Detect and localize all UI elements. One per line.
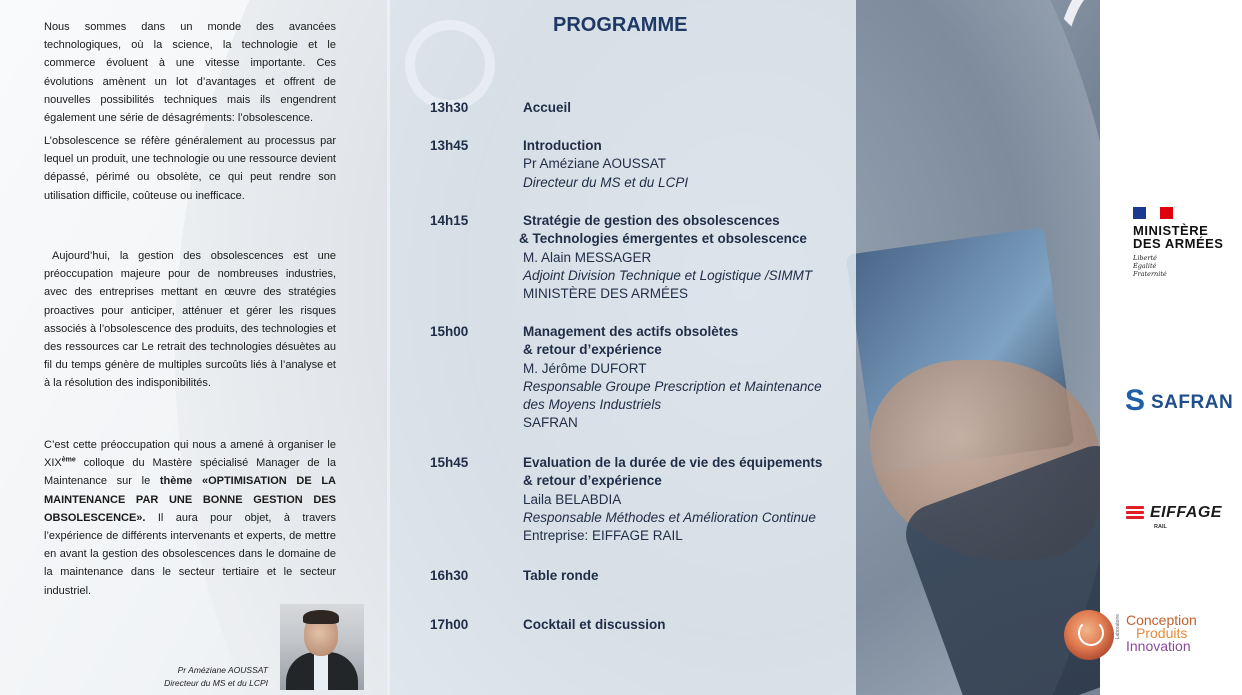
speaker-role: Responsable Méthodes et Amélioration Continue [523, 509, 816, 525]
eiffage-stripes-icon [1126, 506, 1144, 522]
schedule-time: 15h45 [430, 455, 469, 470]
ministere-armees-logo: MINISTÈRE DES ARMÉES Liberté Égalité Fraternité [1133, 207, 1233, 287]
schedule-time: 13h45 [430, 138, 469, 153]
safran-logo: S SAFRAN [1125, 384, 1234, 417]
safran-s-icon: S [1125, 384, 1146, 417]
lab-emblem-icon [1064, 610, 1114, 660]
photo-caption-role: Directeur du MS et du LCPI [164, 678, 268, 688]
intro-paragraph-4: C’est cette préoccupation qui nous a amené à organiser le XIXème colloque du Mastère spécialisé Manager de la Maintenance sur le thème «OPTIMISATION DE LA MAINTENANCE PAR UNE BONNE GESTION DES OBSOLESCENCE». Il aura pour objet, à travers l’expérience de différents intervenants et experts, de mettre en avant la gestion des obsolescences dans le domaine de la maintenance dans le secteur tertiaire et le secteur industriel. [44, 439, 336, 597]
speaker-name: Laila BELABDIA [523, 491, 622, 507]
speaker-organisation: MINISTÈRE DES ARMÉES [523, 286, 689, 302]
schedule-title: Stratégie de gestion des obsolescences [523, 213, 780, 228]
intro-paragraph-3: Aujourd’hui, la gestion des obsolescences est une préoccupation majeure pour de nombreuses industries, avec des entreprises mettant en œuvre des stratégies proactives pour anticiper, atténuer et gérer les risques associés à l’obsolescence des produits, des technologies et des ressources car Le retrait des technologies désuètes au fil du temps génère de multiples surcoûts liés à l’analyse et à la résolution des indisponibilités. [44, 250, 336, 390]
schedule-title-line2: & retour d’expérience [523, 342, 662, 358]
speaker-organisation: SAFRAN [523, 415, 578, 431]
intro-paragraph-1: Nous sommes dans un monde des avancées technologiques, où la science, la technologie et le commerce évoluent à une vitesse importante. Ces évolutions amènent un lot d’avantages et offrent de nouvelles possibilités techniques mais ils engendrent également une série de désagréments: l’obsolescence. [44, 21, 336, 125]
schedule-time: 15h00 [430, 324, 469, 339]
speaker-organisation: Entreprise: EIFFAGE RAIL [523, 528, 683, 544]
speaker-name: M. Jérôme DUFORT [523, 360, 647, 376]
programme-title: PROGRAMME [553, 14, 688, 36]
speaker-name: Pr Améziane AOUSSAT [523, 156, 667, 172]
eiffage-logo: EIFFAGE RAIL [1126, 504, 1238, 534]
schedule-title: Table ronde [523, 568, 599, 583]
intro-paragraph-2: L’obsolescence se réfère généralement au processus par lequel un produit, une technologie ou une ressource devient dépassé, périmé ou obsolète, ce qui peut rendre son utilisation difficile, coûteuse ou inefficace. [44, 135, 336, 202]
schedule-title: Introduction [523, 138, 602, 153]
speaker-name: M. Alain MESSAGER [523, 249, 652, 265]
schedule-time: 16h30 [430, 568, 469, 583]
schedule-title: Cocktail et discussion [523, 617, 666, 632]
french-flag-icon [1133, 207, 1173, 219]
schedule-title-line2: & Technologies émergentes et obsolescence [519, 231, 807, 247]
schedule-title: Accueil [523, 100, 572, 115]
speaker-role: Directeur du MS et du LCPI [523, 174, 689, 190]
director-photo [280, 604, 364, 690]
logo-column-background [1100, 0, 1242, 695]
schedule-time: 17h00 [430, 617, 469, 632]
speaker-role-line2: des Moyens Industriels [523, 397, 662, 413]
schedule-time: 14h15 [430, 213, 469, 228]
schedule-title: Evaluation de la durée de vie des équipements [523, 455, 823, 470]
photo-caption-name: Pr Améziane AOUSSAT [177, 665, 268, 675]
schedule-title-line2: & retour d’expérience [523, 473, 662, 489]
colloquium-theme: thème «OPTIMISATION DE LA MAINTENANCE PAR UNE BONNE GESTION DES OBSOLESCENCE». [44, 475, 336, 524]
speaker-role: Adjoint Division Technique et Logistique /SIMMT [523, 267, 813, 283]
schedule-title: Management des actifs obsolètes [523, 324, 739, 339]
schedule-time: 13h30 [430, 100, 469, 115]
lcpi-lab-logo: Laboratoire Conception Produits Innovation [1064, 608, 1214, 666]
speaker-role: Responsable Groupe Prescription et Maintenance [523, 378, 822, 394]
